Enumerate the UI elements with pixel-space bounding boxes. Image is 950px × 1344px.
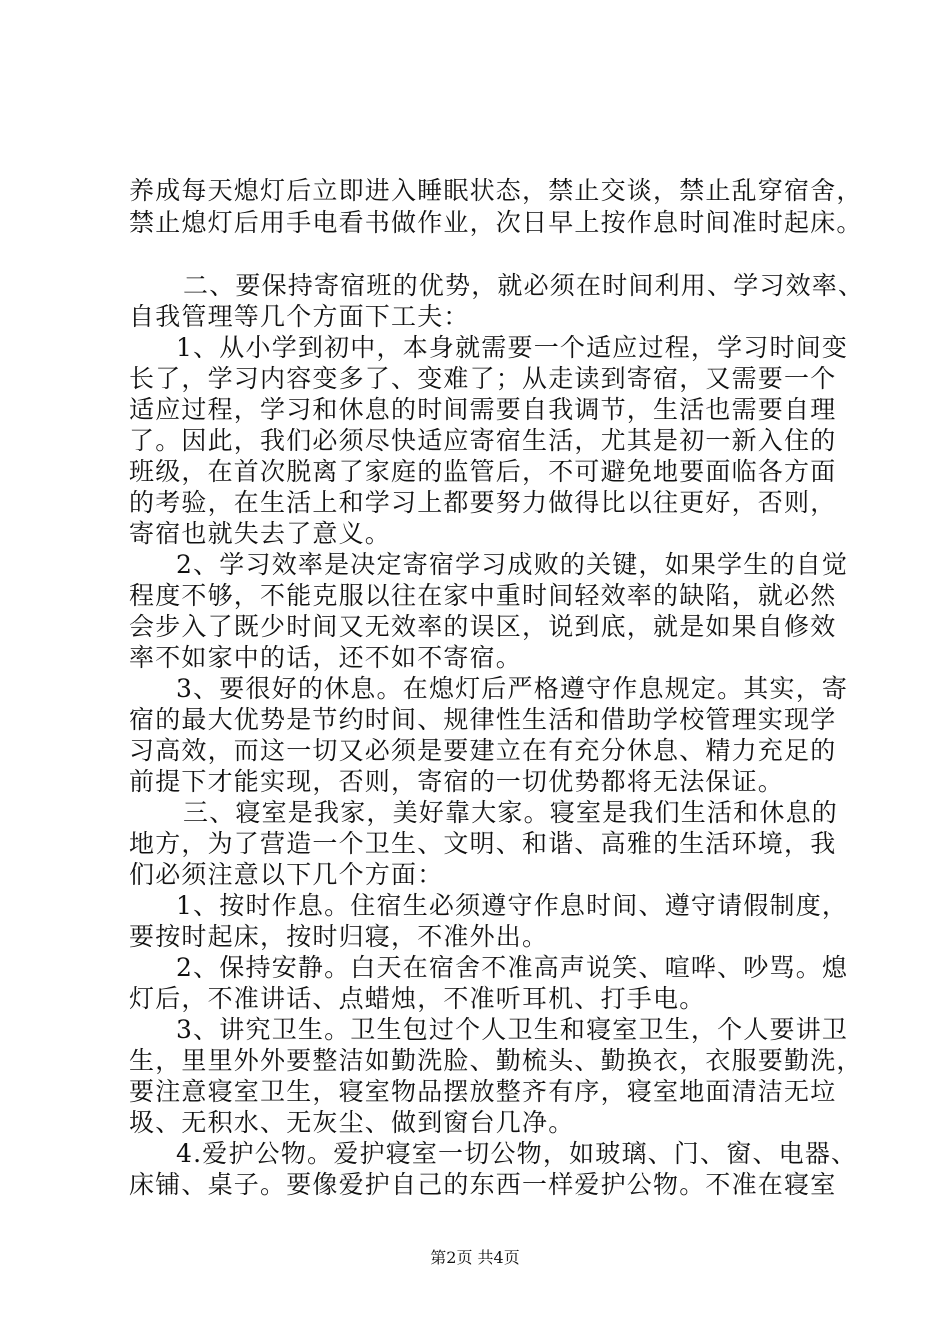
text-line: 3、讲究卫生。卫生包过个人卫生和寝室卫生，个人要讲卫	[176, 1015, 849, 1044]
text-line: 1、按时作息。住宿生必须遵守作息时间、遵守请假制度，	[176, 891, 849, 920]
text-line: 3、要很好的休息。在熄灯后严格遵守作息规定。其实，寄	[176, 674, 849, 703]
text-line: 程度不够，不能克服以往在家中重时间轻效率的缺陷，就必然	[129, 581, 837, 610]
text-line: 地方，为了营造一个卫生、文明、和谐、高雅的生活环境，我	[129, 829, 837, 858]
text-line: 2、保持安静。白天在宿舍不准高声说笑、喧哗、吵骂。熄	[176, 953, 849, 982]
text-line: 4.爱护公物。爱护寝室一切公物，如玻璃、门、窗、电器、	[176, 1139, 858, 1168]
text-line: 要按时起床，按时归寝，不准外出。	[129, 922, 549, 951]
text-line: 宿的最大优势是节约时间、规律性生活和借助学校管理实现学	[129, 705, 837, 734]
text-line: 寄宿也就失去了意义。	[129, 519, 392, 548]
text-line: 1、从小学到初中，本身就需要一个适应过程，学习时间变	[176, 333, 849, 362]
text-line: 们必须注意以下几个方面：	[129, 860, 444, 889]
text-line: 三、寝室是我家，美好靠大家。寝室是我们生活和休息的	[183, 798, 839, 827]
text-line: 会步入了既少时间又无效率的误区，说到底，就是如果自修效	[129, 612, 837, 641]
text-line: 生，里里外外要整洁如勤洗脸、勤梳头、勤换衣，衣服要勤洗，	[129, 1046, 863, 1075]
text-line: 习高效，而这一切又必须是要建立在有充分休息、精力充足的	[129, 736, 837, 765]
text-line: 适应过程，学习和休息的时间需要自我调节，生活也需要自理	[129, 395, 837, 424]
text-line: 要注意寝室卫生，寝室物品摆放整齐有序，寝室地面清洁无垃	[129, 1077, 837, 1106]
text-line: 2、学习效率是决定寄宿学习成败的关键，如果学生的自觉	[176, 550, 849, 579]
text-line: 二、要保持寄宿班的优势，就必须在时间利用、学习效率、	[183, 271, 865, 300]
text-line: 了。因此，我们必须尽快适应寄宿生活，尤其是初一新入住的	[129, 426, 837, 455]
text-line: 禁止熄灯后用手电看书做作业，次日早上按作息时间准时起床。	[129, 208, 863, 237]
text-line: 灯后，不准讲话、点蜡烛，不准听耳机、打手电。	[129, 984, 706, 1013]
text-line: 养成每天熄灯后立即进入睡眠状态，禁止交谈，禁止乱穿宿舍，	[129, 176, 863, 205]
text-line: 圾、无积水、无灰尘、做到窗台几净。	[129, 1108, 575, 1137]
text-line: 长了，学习内容变多了、变难了；从走读到寄宿，又需要一个	[129, 364, 837, 393]
text-line: 自我管理等几个方面下工夫：	[129, 302, 470, 331]
text-line: 床铺、桌子。要像爱护自己的东西一样爱护公物。不准在寝室	[129, 1170, 837, 1199]
text-line: 率不如家中的话，还不如不寄宿。	[129, 643, 523, 672]
text-line: 班级，在首次脱离了家庭的监管后，不可避免地要面临各方面	[129, 457, 837, 486]
text-line: 的考验，在生活上和学习上都要努力做得比以往更好，否则，	[129, 488, 837, 517]
page-number-footer: 第2页 共4页	[430, 1248, 520, 1267]
text-line: 前提下才能实现，否则，寄宿的一切优势都将无法保证。	[129, 767, 785, 796]
